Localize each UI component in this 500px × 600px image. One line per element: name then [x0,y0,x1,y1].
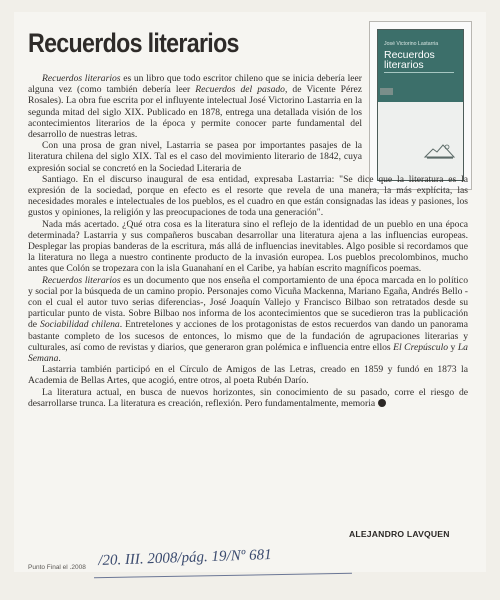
article-paragraph: Recuerdos literarios es un libro que todo escritor chileno que se inicia debería leer alguna vez (como también debería leer Recuerdos del pasado, de Vicente Pérez Rosales). La obra fue escrita por el influyente intelectual José Victorino Lastarria en la segunda mitad del siglo XIX. Publicado en 1878, entrega una detallada visión de los acontecimientos literarios de la época y permite conocer parte fundamental del desarrollo de nuestras letras. [28,73,362,141]
handwritten-underline [94,573,352,579]
article-paragraph: Santiago. En el discurso inaugural de esa entidad, expresaba Lastarria: "Se dice que la literatura es la expresión de la sociedad, porque en efecto es el resorte que revela de una manera, la más explícita, las necesidades morales e intelectuales de los pueblos, es el cuadro en que están consignadas las ideas y pasiones, los gustos y opiniones, la religión y las preocupaciones de toda una generación". [28,173,468,219]
article-paragraph: Lastarria también participó en el Círculo de Amigos de las Letras, creado en 1859 y fundó en 1873 la Academia de Bellas Artes, que acogió, entre otros, al poeta Rubén Darío. [28,364,468,387]
article-body [28,73,468,409]
article-paragraph: Con una prosa de gran nivel, Lastarria se pasea por importantes pasajes de la literatura chilena del siglo XIX. Tal es el caso del movimiento literario de 1842, cuya expresión social se concretó en la Sociedad Literaria de [28,140,362,174]
article-paragraph: Nada más acertado. ¿Qué otra cosa es la literatura sino el reflejo de la identidad de un pueblo en una época determinada? Lastarria y sus compañeros buscaban desarrollar una literatura ajena a las influencias europeas. Desplegar las propias banderas de la escritura, más allá de influencias inevitables. Algo posible si recordamos que la literatura no llega a nuestro continente producto de la invasión europea. Los pueblos precolombinos, mucho antes que Colón se tropezara con la isla Guanahaní en el Caribe, ya habían escrito magníficos poemas. [28,218,468,275]
source-stamp: Punto Final el .2008 [28,564,86,571]
book-title: Recuerdos literarios [384,49,435,71]
handwritten-annotation: /20. III. 2008/pág. 19/Nº 681 [98,546,272,569]
book-author: José Victorino Lastarria [384,41,439,47]
article-title: Recuerdos literarios [28,28,239,58]
article-paragraph: La literatura actual, en busca de nuevos horizontes, sin conocimiento de su pasado, corre el riesgo de desarrollarse trunca. La literatura es creación, reflexión. Pero fundamentalmente, memoria [28,386,468,409]
article-paragraph: Recuerdos literarios es un documento que nos enseña el comportamiento de una época marcada en lo político y social por la búsqueda de un camino propio. Personajes como Vicuña Mackenna, Mariano Egaña, Andrés Bello -con el cual el autor tuvo serias diferencias-, José Joaquín Vallejo y Francisco Bilbao son retratados desde su particular punto de vista. Sobre Bilbao nos informa de los acontecimientos que se sucedieron tras la publicación de Sociabilidad chilena. Entretelones y acciones de los protagonistas de estos recuerdos van dando un panorama bastante completo de los sucesos de entonces, lo mismo que de la fundación de agrupaciones literarias y culturales, así como de revistas y diarios, que generaron gran polémica e influencia entre ellos El Crepúsculo y La Semana. [28,274,468,365]
article-byline: ALEJANDRO LAVQUEN [349,529,450,539]
end-of-article-icon [378,399,386,407]
